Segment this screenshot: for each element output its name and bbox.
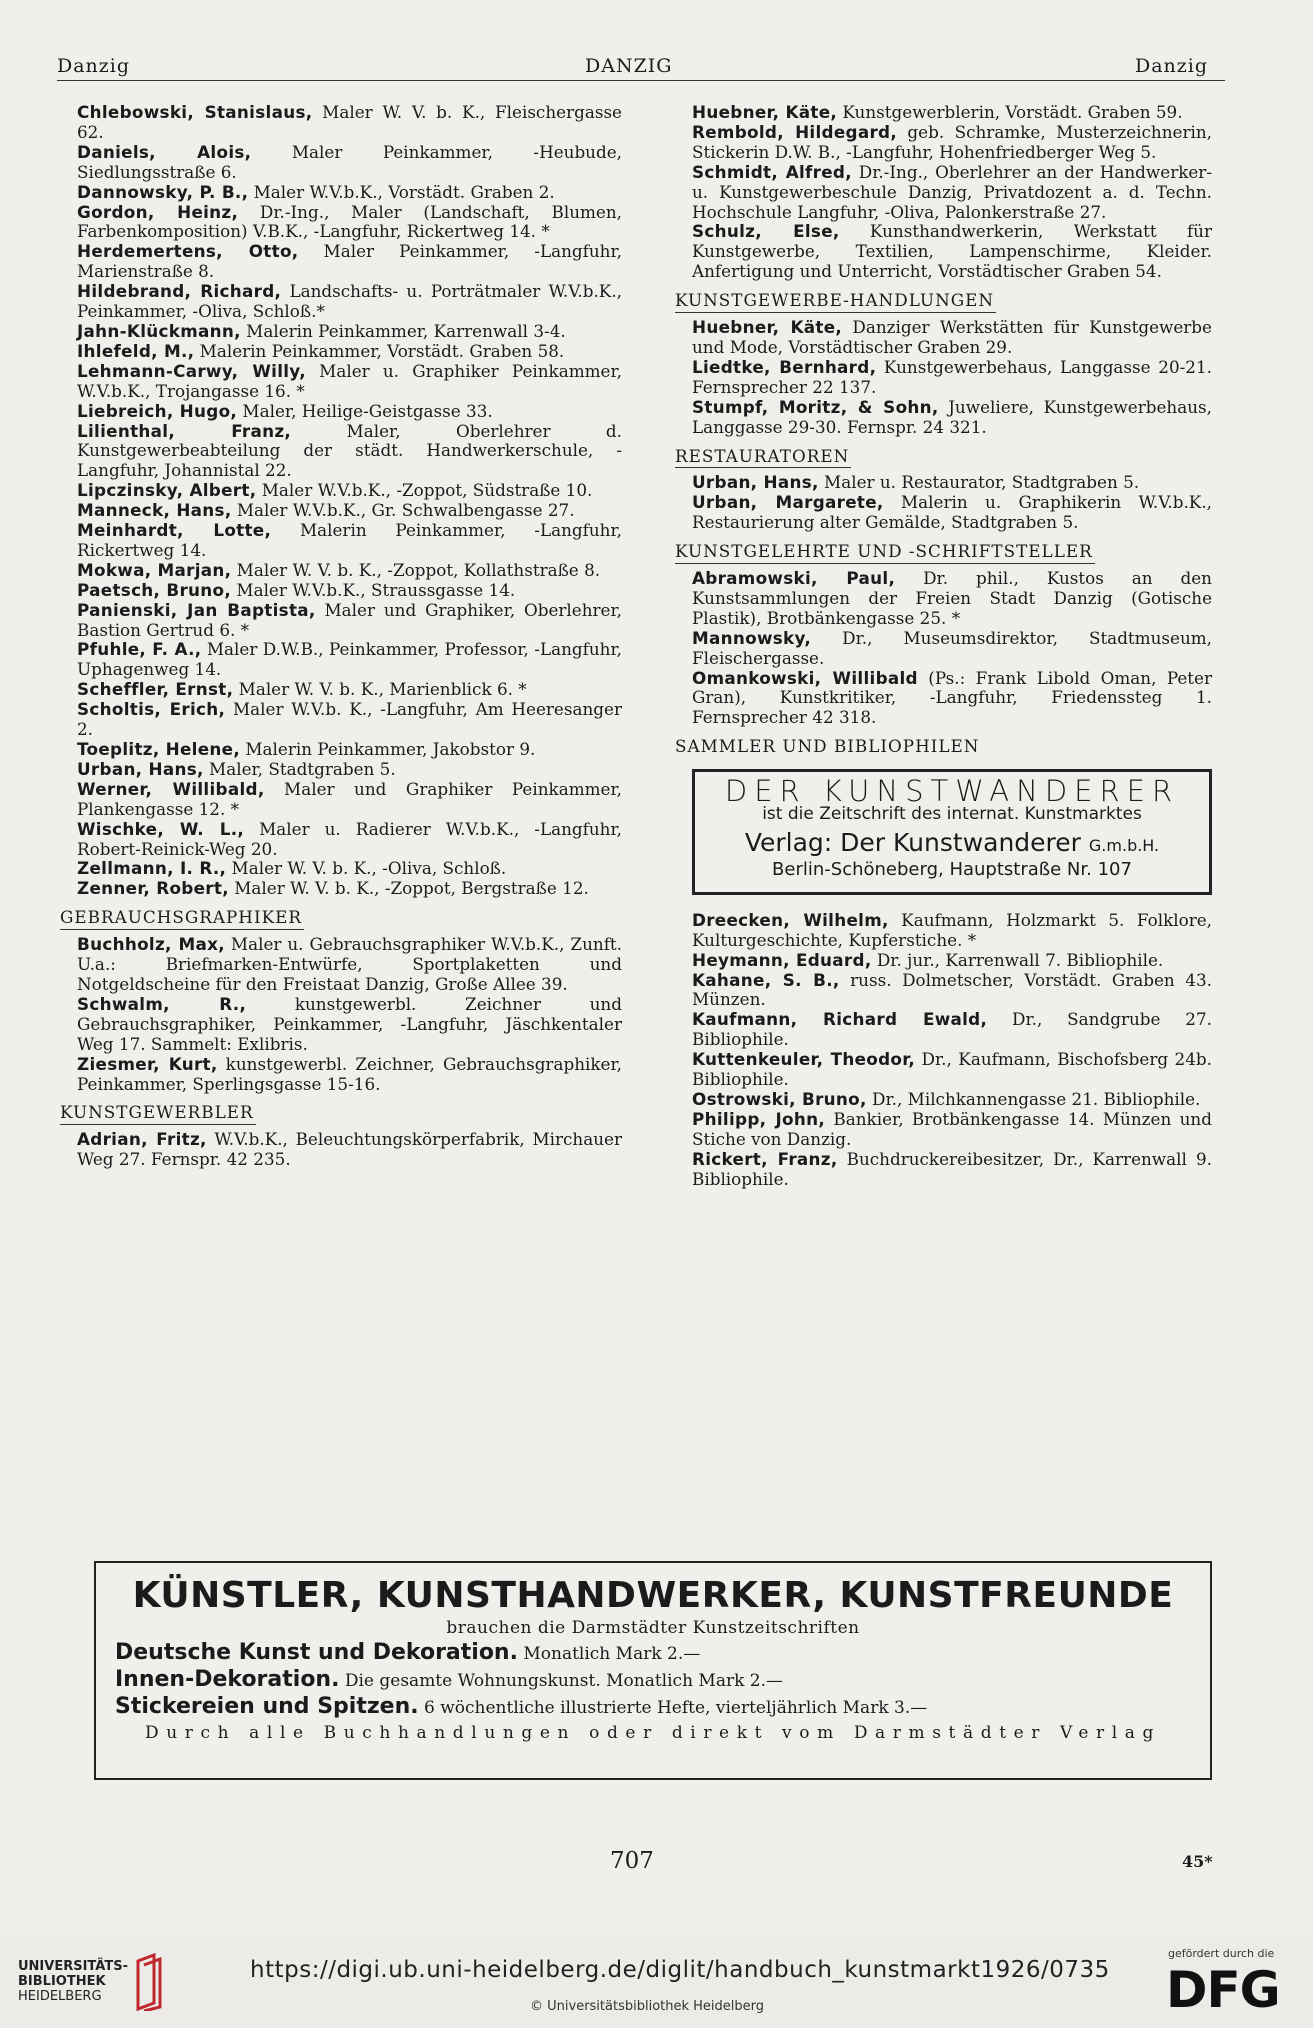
entry-name: Hildebrand, Richard, (77, 281, 282, 302)
entry-details: Landschafts- u. Porträtmaler W.V.b.K., Peinkammer, -Oliva, Schloß.* (77, 281, 622, 322)
entry-name: Werner, Willibald, (77, 778, 265, 799)
entry-name: Mokwa, Marjan, (77, 559, 232, 580)
entry-details: Malerin Peinkammer, -Langfuhr, Rickertweg 14. (77, 520, 622, 560)
entry-details: Kaufmann, Holzmarkt 5. Folklore, Kulturgeschichte, Kupferstiche. * (692, 909, 1212, 950)
entry-name: Daniels, Alois, (77, 141, 252, 162)
ad-footer: Durch alle Buchhandlungen oder direkt vom Darmstädter Verlag (145, 1723, 1161, 1743)
section-heading: GEBRAUCHSGRAPHIKER (60, 908, 304, 930)
directory-entry (692, 971, 1212, 1011)
copyright: © Universitätsbibliothek Heidelberg (530, 1999, 765, 2014)
entry-name: Schmidt, Alfred, (692, 161, 852, 182)
right-column (675, 102, 1213, 1190)
library-line-3: HEIDELBERG (18, 1989, 102, 2004)
directory-entry (77, 183, 622, 203)
entry-details: Bankier, Brotbänkengasse 14. Münzen und Stiche von Danzig. (692, 1108, 1212, 1149)
viewer-footer (0, 1935, 1313, 2028)
entry-details: Dr., Milchkannengasse 21. Bibliophile. (866, 1088, 1201, 1109)
entry-details: Dr., Kaufmann, Bischofsberg 24b. Bibliophile. (692, 1049, 1212, 1090)
ad-line-title: Stickereien und Spitzen. (115, 1694, 419, 1719)
section-heading: SAMMLER UND BIBLIOPHILEN (675, 736, 980, 757)
ad-title: DER KUNSTWANDERER (724, 774, 1180, 809)
directory-entry (692, 669, 1212, 729)
entry-details: Maler Peinkammer, -Langfuhr, Marienstraße 8. (77, 241, 622, 282)
library-line-2: BIBLIOTHEK (18, 1974, 106, 1989)
directory-entry (77, 581, 622, 601)
entry-name: Liedtke, Bernhard, (692, 356, 877, 377)
entry-name: Lilienthal, Franz, (77, 420, 292, 441)
entry-details: geb. Schramke, Musterzeichnerin, Stickerin D.W. B., -Langfuhr, Hohenfriedberger Weg 5. (692, 121, 1212, 162)
entry-name: Gordon, Heinz, (77, 201, 239, 222)
directory-entry (692, 951, 1212, 971)
section-heading: KUNSTGEWERBE-HANDLUNGEN (675, 291, 996, 313)
entry-details: Dr. jur., Karrenwall 7. Bibliophile. (871, 949, 1164, 970)
dfg-note: gefördert durch die (1168, 1947, 1275, 1960)
entry-name: Stumpf, Moritz, & Sohn, (692, 396, 939, 417)
entry-details: Maler u. Restaurator, Stadtgraben 5. (818, 472, 1140, 493)
entry-name: Adrian, Fritz, (77, 1129, 207, 1150)
directory-entry (692, 1150, 1212, 1190)
entry-name: Dreecken, Wilhelm, (692, 909, 889, 930)
entry-details: Maler und Graphiker, Oberlehrer, Bastion Gertrud 6. * (77, 599, 622, 640)
entry-details: Danziger Werkstätten für Kunstgewerbe und Mode, Vorstädtischer Graben 29. (692, 317, 1212, 357)
publisher-suffix: G.m.b.H. (1088, 836, 1160, 855)
directory-entry (692, 1010, 1212, 1050)
entry-details: Dr.-Ing., Maler (Landschaft, Blumen, Farbenkomposition) V.B.K., -Langfuhr, Rickertweg 14. * (77, 201, 622, 242)
directory-entry (77, 995, 622, 1055)
entry-details: Maler, Oberlehrer d. Kunstgewerbeabteilung der städt. Handwerkerschule, -Langfuhr, Johannistal 22. (77, 420, 622, 481)
section-heading: RESTAURATOREN (675, 447, 851, 469)
entry-details: Maler D.W.B., Peinkammer, Professor, -Langfuhr, Uphagenweg 14. (77, 639, 622, 680)
entry-details: Dr., Sandgrube 27. Bibliophile. (692, 1009, 1212, 1050)
entry-details: Maler und Graphiker Peinkammer, Plankengasse 12. * (77, 778, 622, 819)
header-rule (57, 80, 1225, 81)
directory-entry (692, 163, 1212, 223)
entry-details: Dr. phil., Kustos an den Kunstsammlungen der Freien Stadt Danzig (Gotische Plastik), Brotbänkengasse 25. * (692, 568, 1212, 628)
entry-name: Huebner, Käte, (692, 317, 843, 338)
entry-name: Schwalm, R., (77, 993, 247, 1014)
entry-details: Maler W. V. b. K., Fleischergasse 62. (77, 102, 622, 142)
directory-entry (77, 740, 622, 760)
entry-name: Paetsch, Bruno, (77, 579, 232, 600)
entry-name: Heymann, Eduard, (692, 949, 872, 970)
library-name (18, 1959, 128, 2004)
entry-name: Wischke, W. L., (77, 818, 245, 839)
directory-entry (77, 561, 622, 581)
page-number: 707 (610, 1848, 654, 1874)
entry-name: Ostrowski, Bruno, (692, 1088, 867, 1109)
entry-details: Maler u. Gebrauchsgraphiker W.V.b.K., Zunft. U.a.: Briefmarken-Entwürfe, Sportplaketten und Notgeldscheine für den Freistaat Danzig, Große Allee 39. (77, 934, 622, 994)
entry-details: Maler W.V.b.K., Straussgasse 14. (231, 579, 516, 600)
entry-details: Malerin Peinkammer, Jakobstor 9. (240, 739, 536, 759)
running-head-left: Danzig (57, 55, 131, 77)
entry-name: Lipczinsky, Albert, (77, 480, 257, 501)
entry-details: W.V.b.K., Beleuchtungskörperfabrik, Mirchauer Weg 27. Fernspr. 42 235. (77, 1129, 622, 1170)
signature-mark: 45* (1182, 1852, 1213, 1871)
entry-name: Philipp, John, (692, 1108, 826, 1129)
running-head-center: DANZIG (585, 55, 673, 77)
directory-entry (77, 780, 622, 820)
entry-details: Dr.-Ing., Oberlehrer an der Handwerker- u. Kunstgewerbeschule Danzig, Privatdozent a. d. Techn. Hochschule Langfuhr, -Oliva, Palonkerstraße 27. (692, 161, 1213, 222)
entry-name: Ihlefeld, M., (77, 340, 195, 361)
directory-entry (692, 1050, 1212, 1090)
darmstadt-advertisement (94, 1561, 1212, 1780)
ad-line-text: Die gesamte Wohnungskunst. Monatlich Mark 2.— (339, 1671, 784, 1691)
entry-name: Rembold, Hildegard, (692, 121, 898, 142)
entry-details: Maler W. V. b. K., -Zoppot, Bergstraße 12. (228, 878, 589, 899)
ad-address: Berlin-Schöneberg, Hauptstraße Nr. 107 (772, 858, 1132, 880)
directory-entry (77, 362, 622, 402)
entry-details: Maler W. V. b. K., -Oliva, Schloß. (226, 858, 507, 879)
directory-entry (77, 879, 622, 899)
directory-entry (692, 629, 1212, 669)
directory-entry (77, 242, 622, 282)
entry-name: Kahane, S. B., (692, 969, 840, 990)
entry-details: Maler W. V. b. K., Marienblick 6. * (233, 679, 527, 700)
section-heading: KUNSTGEWERBLER (60, 1103, 256, 1125)
ad-line-text: Monatlich Mark 2.— (517, 1644, 701, 1664)
directory-entry (77, 1055, 622, 1095)
directory-entry (692, 911, 1212, 951)
entry-details: Kunstgewerbehaus, Langgasse 20-21. Fernsprecher 22 137. (692, 356, 1212, 397)
directory-entry (77, 322, 622, 342)
entry-name: Urban, Margarete, (692, 492, 884, 513)
entry-name: Kuttenkeuler, Theodor, (692, 1049, 916, 1070)
entry-details: kunstgewerbl. Zeichner und Gebrauchsgraphiker, Peinkammer, -Langfuhr, Jäschkentaler Weg 17. Sammelt: Exlibris. (77, 993, 622, 1054)
directory-entry (77, 501, 622, 521)
ad-line-text: 6 wöchentliche illustrierte Hefte, vierteljährlich Mark 3.— (418, 1698, 928, 1718)
entry-name: Lehmann-Carwy, Willy, (77, 360, 306, 381)
entry-name: Urban, Hans, (692, 472, 819, 493)
ad-publisher (709, 828, 1195, 857)
entry-name: Herdemertens, Otto, (77, 241, 299, 262)
entry-details: Maler W.V.b. K., -Langfuhr, Am Heeresanger 2. (77, 699, 622, 740)
directory-entry (77, 1130, 622, 1170)
directory-entry (692, 493, 1212, 533)
ad-line (96, 1694, 1210, 1719)
ad-line-title: Deutsche Kunst und Dekoration. (115, 1640, 518, 1665)
left-column (60, 102, 622, 1170)
entry-details: Malerin u. Graphikerin W.V.b.K., Restaurierung alter Gemälde, Stadtgraben 5. (692, 492, 1212, 533)
entry-name: Urban, Hans, (77, 758, 204, 779)
directory-entry (77, 481, 622, 501)
directory-entry (77, 640, 622, 680)
ad-subtitle: ist die Zeitschrift des internat. Kunstmarktes (762, 804, 1142, 825)
directory-entry (77, 521, 622, 561)
entry-details: Juweliere, Kunstgewerbehaus, Langgasse 29-30. Fernspr. 24 321. (692, 396, 1212, 437)
entry-name: Scholtis, Erich, (77, 699, 226, 720)
directory-entry (77, 282, 622, 322)
entry-details: Maler u. Radierer W.V.b.K., -Langfuhr, Robert-Reinick-Weg 20. (77, 818, 622, 859)
section-heading: KUNSTGELEHRTE UND -SCHRIFTSTELLER (675, 542, 1095, 564)
entry-name: Zellmann, I. R., (77, 858, 227, 879)
entry-name: Abramowski, Paul, (692, 568, 896, 589)
library-line-1: UNIVERSITÄTS- (18, 1959, 128, 1974)
publisher-name: Verlag: Der Kunstwanderer (744, 828, 1081, 857)
directory-entry (692, 103, 1212, 123)
directory-entry (77, 103, 622, 143)
entry-name: Manneck, Hans, (77, 500, 232, 521)
entry-name: Mannowsky, (692, 627, 812, 648)
document-url-link[interactable]: https://digi.ub.uni-heidelberg.de/diglit/handbuch_kunstmarkt1926/0735 (250, 1957, 1110, 1983)
running-head-right: Danzig (1135, 55, 1209, 77)
library-logo-icon (130, 1953, 170, 2011)
entry-name: Chlebowski, Stanislaus, (77, 102, 313, 122)
entry-details: Maler W. V. b. K., -Zoppot, Kollathstraße 8. (231, 559, 601, 580)
entry-details: Buchdruckereibesitzer, Dr., Karrenwall 9. Bibliophile. (692, 1148, 1212, 1189)
ad-line (96, 1667, 1210, 1692)
entry-name: Meinhardt, Lotte, (77, 520, 272, 541)
entry-name: Ziesmer, Kurt, (77, 1053, 218, 1074)
directory-entry (692, 123, 1212, 163)
entry-name: Rickert, Franz, (692, 1148, 838, 1169)
entry-name: Panienski, Jan Baptista, (77, 599, 316, 620)
directory-entry (77, 601, 622, 641)
directory-entry (692, 398, 1212, 438)
entry-details: Kunsthandwerkerin, Werkstatt für Kunstgewerbe, Textilien, Lampenschirme, Kleider. Anfertigung und Unterricht, Vorstädtischer Graben 54. (692, 221, 1212, 282)
entry-details: russ. Dolmetscher, Vorstädt. Graben 43. Münzen. (692, 969, 1212, 1010)
entry-name: Jahn-Klückmann, (77, 320, 241, 341)
directory-entry (692, 569, 1212, 629)
entry-details: (Ps.: Frank Libold Oman, Peter Gran), Kunstkritiker, -Langfuhr, Friedenssteg 1. Fernsprecher 42 318. (692, 667, 1212, 728)
ad-line (96, 1640, 1210, 1665)
directory-entry (77, 859, 622, 879)
entry-details: Malerin Peinkammer, Vorstädt. Graben 58. (194, 340, 565, 361)
directory-entry (77, 143, 622, 183)
directory-entry (77, 820, 622, 860)
entry-name: Scheffler, Ernst, (77, 679, 234, 700)
entry-details: Maler Peinkammer, -Heubude, Siedlungsstraße 6. (77, 141, 622, 182)
directory-entry (77, 700, 622, 740)
entry-name: Toeplitz, Helene, (77, 739, 241, 759)
entry-details: kunstgewerbl. Zeichner, Gebrauchsgraphiker, Peinkammer, Sperlingsgasse 15-16. (77, 1053, 622, 1094)
entry-name: Kaufmann, Richard Ewald, (692, 1009, 988, 1030)
entry-details: Dr., Museumsdirektor, Stadtmuseum, Fleischergasse. (692, 627, 1212, 668)
directory-entry (692, 358, 1212, 398)
kunstwanderer-advertisement (692, 769, 1212, 895)
entry-details: Maler W.V.b.K., Gr. Schwalbengasse 27. (231, 500, 575, 521)
entry-details: Maler, Stadtgraben 5. (203, 758, 396, 779)
directory-entry (77, 402, 622, 422)
directory-entry (692, 318, 1212, 358)
directory-entry (77, 935, 622, 995)
entry-name: Liebreich, Hugo, (77, 400, 238, 421)
entry-details: Maler W.V.b.K., Vorstädt. Graben 2. (248, 181, 555, 202)
directory-entry (77, 760, 622, 780)
entry-name: Dannowsky, P. B., (77, 181, 249, 202)
directory-entry (77, 342, 622, 362)
dfg-logo: DFG (1166, 1961, 1280, 2019)
entry-details: Kunstgewerblerin, Vorstädt. Graben 59. (837, 102, 1183, 122)
directory-entry (77, 422, 622, 482)
entry-name: Omankowski, Willibald (692, 667, 918, 688)
entry-name: Huebner, Käte, (692, 102, 838, 122)
entry-details: Maler W.V.b.K., -Zoppot, Südstraße 10. (256, 480, 593, 501)
directory-entry (77, 203, 622, 243)
directory-entry (692, 222, 1212, 282)
entry-name: Buchholz, Max, (77, 934, 225, 955)
ad-headline: KÜNSTLER, KUNSTHANDWERKER, KUNSTFREUNDE (132, 1575, 1174, 1616)
ad-subline: brauchen die Darmstädter Kunstzeitschriften (446, 1618, 860, 1638)
directory-entry (692, 1110, 1212, 1150)
entry-name: Zenner, Robert, (77, 878, 229, 899)
ad-line-title: Innen-Dekoration. (115, 1667, 340, 1692)
ad-lines (96, 1640, 1210, 1719)
entry-details: Malerin Peinkammer, Karrenwall 3-4. (240, 320, 566, 341)
directory-entry (692, 473, 1212, 493)
entry-name: Pfuhle, F. A., (77, 639, 202, 660)
directory-entry (77, 680, 622, 700)
entry-details: Maler u. Graphiker Peinkammer, W.V.b.K., Trojangasse 16. * (77, 360, 622, 401)
entry-details: Maler, Heilige-Geistgasse 33. (237, 400, 493, 421)
entry-name: Schulz, Else, (692, 221, 840, 242)
directory-entry (692, 1090, 1212, 1110)
